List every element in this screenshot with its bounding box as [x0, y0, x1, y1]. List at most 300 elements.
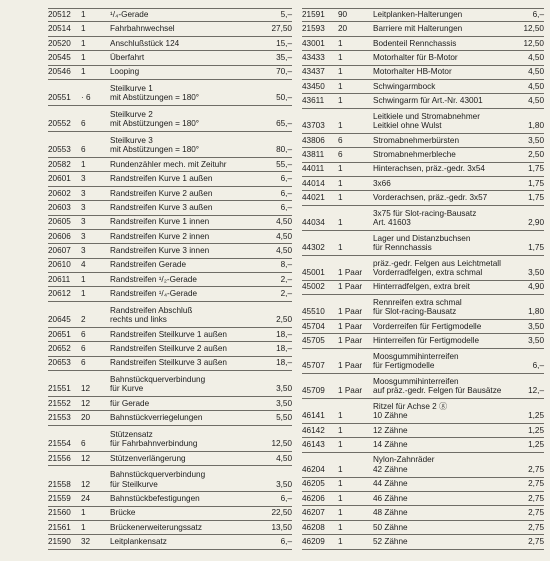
article-number: 44021 — [302, 193, 325, 203]
price: 2,75 — [528, 493, 544, 503]
article-number: 20582 — [48, 159, 71, 169]
quantity: 6 — [338, 149, 343, 159]
description: Nylon-Zahnräder 42 Zähne — [373, 455, 435, 475]
quantity: 3 — [81, 217, 86, 227]
quantity: 1 — [81, 274, 86, 284]
article-number: 46208 — [302, 522, 325, 532]
description: 44 Zähne — [373, 479, 408, 489]
table-row — [48, 158, 292, 172]
table-row — [302, 148, 544, 162]
price: 2,– — [280, 274, 292, 284]
article-number: 21590 — [48, 537, 71, 547]
article-number: 43433 — [302, 52, 325, 62]
article-number: 21554 — [48, 439, 71, 449]
price: 2,75 — [528, 522, 544, 532]
description: Steilkurve 1 mit Abstützungen = 180° — [110, 83, 200, 103]
table-row — [302, 177, 544, 191]
quantity: 3 — [81, 202, 86, 212]
table-row — [302, 8, 544, 22]
price: 18,– — [276, 358, 292, 368]
quantity: 1 — [81, 159, 86, 169]
price: 4,90 — [528, 282, 544, 292]
table-row — [302, 37, 544, 51]
table-row — [48, 426, 292, 452]
quantity: 12 — [81, 453, 91, 463]
article-number: 20520 — [48, 38, 71, 48]
quantity: 90 — [338, 9, 348, 19]
table-row — [48, 302, 292, 328]
price: 1,80 — [528, 307, 544, 317]
description: Randstreifen Steilkurve 1 außen — [110, 329, 227, 339]
quantity: 24 — [81, 494, 91, 503]
description: Schwingarmbock — [373, 81, 436, 91]
price: 2,75 — [528, 479, 544, 489]
article-number: 20645 — [48, 315, 71, 325]
article-number: 45705 — [302, 336, 325, 346]
price: 3,50 — [276, 479, 292, 489]
article-number: 46143 — [302, 440, 325, 450]
quantity: 1 — [81, 52, 86, 62]
price: 4,50 — [528, 52, 544, 62]
description: Moosgummihinterreifen für Fertigmodelle — [373, 351, 459, 371]
quantity: 1 Paar — [338, 282, 363, 292]
price: 2,75 — [528, 508, 544, 518]
price: 12,– — [528, 386, 544, 396]
table-row — [302, 206, 544, 231]
price: 3,50 — [276, 384, 292, 394]
description: 3x75 für Slot-racing-Bausatz Art. 41603 — [373, 208, 477, 228]
quantity: 3 — [81, 174, 86, 184]
price: 3,50 — [276, 398, 292, 408]
table-row — [48, 172, 292, 186]
description: Moosgummihinterreifen auf präz.-gedr. Felgen für Bausätze — [373, 376, 502, 396]
table-row — [48, 216, 292, 230]
table-row — [48, 132, 292, 158]
table-row — [48, 328, 292, 342]
description: Randstreifen Kurve 2 außen — [110, 188, 213, 198]
article-number: 21561 — [48, 522, 71, 532]
description: Randstreifen Steilkurve 3 außen — [110, 358, 227, 368]
table-row — [48, 342, 292, 356]
quantity: 20 — [81, 413, 91, 423]
article-number: 20553 — [48, 145, 71, 155]
quantity: 6 — [81, 358, 86, 368]
table-row — [48, 535, 292, 549]
article-number: 20651 — [48, 329, 71, 339]
table-row — [48, 273, 292, 287]
price: 4,50 — [528, 67, 544, 77]
quantity: 1 — [338, 522, 343, 532]
price: 35,– — [276, 52, 292, 62]
article-number: 45510 — [302, 307, 325, 317]
quantity: 1 — [338, 121, 343, 131]
article-number: 43811 — [302, 149, 325, 159]
article-number: 20603 — [48, 202, 71, 212]
article-number: 43450 — [302, 81, 325, 91]
price: 2,50 — [276, 315, 292, 325]
description: Randstreifen Gerade — [110, 260, 187, 270]
price: 18,– — [276, 329, 292, 339]
price: 12,50 — [271, 439, 292, 449]
table-row — [302, 492, 544, 506]
table-row — [302, 521, 544, 535]
article-number: 46142 — [302, 425, 325, 435]
table-row — [48, 357, 292, 371]
description: 46 Zähne — [373, 493, 408, 503]
description: 52 Zähne — [373, 537, 408, 546]
quantity: 6 — [81, 145, 86, 155]
table-row — [48, 371, 292, 397]
price: 4,50 — [276, 231, 292, 241]
article-number: 20602 — [48, 188, 71, 198]
description: Randstreifen Kurve 1 innen — [110, 217, 210, 227]
quantity: 1 — [81, 289, 86, 299]
price: 1,75 — [528, 193, 544, 203]
quantity: 6 — [81, 119, 86, 129]
article-number: 20652 — [48, 344, 71, 354]
article-number: 43611 — [302, 96, 325, 106]
quantity: 32 — [81, 537, 91, 547]
price: 2,75 — [528, 537, 544, 546]
price: 13,50 — [271, 522, 292, 532]
quantity: 1 — [338, 508, 343, 518]
price: 1,75 — [528, 243, 544, 253]
quantity: · 6 — [81, 93, 91, 103]
price: 1,75 — [528, 178, 544, 188]
description: Stützenverlängerung — [110, 453, 186, 463]
table-row — [48, 259, 292, 273]
article-number: 21559 — [48, 494, 71, 503]
quantity: 6 — [81, 344, 86, 354]
quantity: 1 — [338, 479, 343, 489]
description: Leitplankensatz — [110, 537, 167, 547]
quantity: 4 — [81, 260, 86, 270]
price: 8,– — [280, 260, 292, 270]
description: Fahrbahnwechsel — [110, 24, 175, 34]
table-row — [48, 187, 292, 201]
table-row — [302, 231, 544, 256]
price: 6,– — [532, 9, 544, 19]
article-number: 20653 — [48, 358, 71, 368]
article-number: 20552 — [48, 119, 71, 129]
price: 1,25 — [528, 425, 544, 435]
table-row — [48, 80, 292, 106]
table-row — [48, 201, 292, 215]
description: für Gerade — [110, 398, 150, 408]
price: 4,50 — [528, 96, 544, 106]
left-column — [48, 8, 292, 550]
quantity: 1 — [81, 38, 86, 48]
article-number: 21593 — [302, 24, 325, 34]
description: Steilkurve 2 mit Abstützungen = 180° — [110, 109, 200, 129]
article-number: 46209 — [302, 537, 325, 546]
description: Rundenzähler mech. mit Zeituhr — [110, 159, 227, 169]
table-row — [48, 507, 292, 521]
table-row — [302, 438, 544, 452]
description: Bahnstückbefestigungen — [110, 494, 200, 503]
quantity: 1 Paar — [338, 268, 363, 278]
description: Bodenteil Rennchassis — [373, 38, 457, 48]
price: 2,– — [280, 289, 292, 299]
quantity: 3 — [81, 231, 86, 241]
quantity: 12 — [81, 479, 91, 489]
article-number: 20512 — [48, 9, 71, 19]
table-row — [302, 535, 544, 549]
description: Stützensatz für Fahrbahnverbindung — [110, 429, 198, 449]
price: 6,– — [280, 174, 292, 184]
price: 3,50 — [528, 268, 544, 278]
price: 4,50 — [276, 217, 292, 227]
price: 5,50 — [276, 413, 292, 423]
article-number: 43437 — [302, 67, 325, 77]
price: 3,50 — [528, 336, 544, 346]
quantity: 1 — [338, 411, 343, 421]
quantity: 1 — [338, 67, 343, 77]
table-row — [48, 51, 292, 65]
quantity: 1 — [338, 440, 343, 450]
article-number: 20607 — [48, 246, 71, 256]
quantity: 3 — [81, 188, 86, 198]
article-number: 46207 — [302, 508, 325, 518]
article-number: 20606 — [48, 231, 71, 241]
table-row — [48, 230, 292, 244]
description: Motorhalter HB-Motor — [373, 67, 452, 77]
description: 3x66 — [373, 178, 391, 188]
description: Vorderreifen für Fertigmodelle — [373, 321, 482, 331]
article-number: 21553 — [48, 413, 71, 423]
description: Überfahrt — [110, 52, 145, 62]
quantity: 6 — [338, 135, 343, 145]
quantity: 1 — [338, 537, 343, 546]
description: 14 Zähne — [373, 440, 408, 450]
quantity: 1 Paar — [338, 307, 363, 317]
article-number: 20611 — [48, 274, 71, 284]
article-number: 20601 — [48, 174, 71, 184]
price: 5,– — [280, 9, 292, 19]
price: 1,25 — [528, 440, 544, 450]
article-number: 43806 — [302, 135, 325, 145]
description: Barriere mit Halterungen — [373, 24, 463, 34]
table-row — [48, 37, 292, 51]
table-row — [302, 424, 544, 438]
quantity: 3 — [81, 246, 86, 256]
article-number: 46205 — [302, 479, 325, 489]
article-number: 45001 — [302, 268, 325, 278]
table-row — [302, 478, 544, 492]
price: 4,50 — [276, 453, 292, 463]
price: 2,90 — [528, 218, 544, 228]
quantity: 1 — [338, 81, 343, 91]
description: präz.-gedr. Felgen aus Leichtmetall Vorderradfelgen, extra schmal — [373, 258, 501, 278]
price: 3,50 — [528, 321, 544, 331]
description: Leitkiele und Stromabnehmer Leitkiel ohne Wulst — [373, 111, 480, 131]
article-number: 21551 — [48, 384, 71, 394]
quantity: 2 — [81, 315, 86, 325]
description: Looping — [110, 67, 140, 77]
description: Schwingarm für Art.-Nr. 43001 — [373, 96, 483, 106]
table-row — [302, 256, 544, 281]
description: Randstreifen ¹/₄-Gerade — [110, 289, 198, 299]
table-row — [302, 134, 544, 148]
price: 4,50 — [276, 246, 292, 256]
quantity: 1 — [338, 38, 343, 48]
description: Randstreifen Kurve 3 außen — [110, 202, 213, 212]
article-number: 44011 — [302, 164, 325, 174]
description: Rennreifen extra schmal für Slot-racing-Bausatz — [373, 297, 462, 317]
table-row — [302, 80, 544, 94]
quantity: 1 — [338, 425, 343, 435]
quantity: 1 — [338, 164, 343, 174]
quantity: 12 — [81, 398, 91, 408]
quantity: 1 — [81, 24, 86, 34]
article-number: 46206 — [302, 493, 325, 503]
table-row — [302, 163, 544, 177]
price: 3,50 — [528, 135, 544, 145]
article-number: 21591 — [302, 9, 325, 19]
article-number: 45704 — [302, 321, 325, 331]
description: Bahnstückquerverbindung für Steilkurve — [110, 470, 206, 489]
quantity: 1 — [338, 465, 343, 475]
article-number: 45707 — [302, 361, 325, 371]
description: Randstreifen Kurve 2 innen — [110, 231, 210, 241]
article-number: 20612 — [48, 289, 71, 299]
table-row — [302, 295, 544, 320]
article-number: 45002 — [302, 282, 325, 292]
quantity: 1 Paar — [338, 361, 363, 371]
article-number: 20546 — [48, 67, 71, 77]
price: 50,– — [276, 93, 292, 103]
table-row — [302, 334, 544, 348]
price: 1,25 — [528, 411, 544, 421]
article-number: 44302 — [302, 243, 325, 253]
article-number: 20610 — [48, 260, 71, 270]
description: Vorderachsen, präz.-gedr. 3x57 — [373, 193, 488, 203]
quantity: 12 — [81, 384, 91, 394]
price: 6,– — [280, 494, 292, 503]
table-row — [302, 506, 544, 520]
table-row — [48, 411, 292, 425]
quantity: 1 Paar — [338, 386, 363, 396]
price: 55,– — [276, 159, 292, 169]
quantity: 1 Paar — [338, 336, 363, 346]
table-row — [48, 8, 292, 22]
quantity: 1 — [81, 522, 86, 532]
table-row — [48, 397, 292, 411]
article-number: 21556 — [48, 453, 71, 463]
price: 65,– — [276, 119, 292, 129]
quantity: 1 — [338, 193, 343, 203]
description: Bahnstückverriegelungen — [110, 413, 203, 423]
price: 2,75 — [528, 465, 544, 475]
description: Brückenerweiterungssatz — [110, 522, 202, 532]
table-row — [48, 244, 292, 258]
quantity: 6 — [81, 329, 86, 339]
description: Randstreifen Steilkurve 2 außen — [110, 344, 227, 354]
table-row — [302, 51, 544, 65]
description: Randstreifen Kurve 3 innen — [110, 246, 210, 256]
description: Hinterachsen, präz.-gedr. 3x54 — [373, 164, 485, 174]
description: Steilkurve 3 mit Abstützungen = 180° — [110, 135, 200, 155]
description: 12 Zähne — [373, 425, 408, 435]
description: Brücke — [110, 508, 136, 518]
price: 1,75 — [528, 164, 544, 174]
description: ¹/₄-Gerade — [110, 9, 149, 19]
table-row — [302, 399, 544, 424]
table-row — [48, 466, 292, 492]
table-row — [302, 66, 544, 80]
quantity: 1 — [338, 96, 343, 106]
price: 22,50 — [271, 508, 292, 518]
quantity: 1 — [81, 9, 86, 19]
price: 27,50 — [271, 24, 292, 34]
table-row — [302, 349, 544, 374]
description: Lager und Distanzbuchsen für Rennchassis — [373, 233, 471, 253]
article-number: 45709 — [302, 386, 325, 396]
description: Randstreifen ¹/₂-Gerade — [110, 274, 197, 284]
description: 50 Zähne — [373, 522, 408, 532]
description: Hinterradfelgen, extra breit — [373, 282, 470, 292]
table-row — [48, 22, 292, 36]
article-number: 21558 — [48, 479, 71, 489]
price: 2,50 — [528, 149, 544, 159]
price: 12,50 — [523, 38, 544, 48]
right-column — [302, 8, 544, 550]
table-row — [48, 521, 292, 535]
price: 6,– — [280, 202, 292, 212]
article-number: 20514 — [48, 24, 71, 34]
description: Leitplanken-Halterungen — [373, 9, 463, 19]
quantity: 1 — [81, 67, 86, 77]
description: Ritzel für Achse 2 ⓖ 10 Zähne — [373, 401, 448, 421]
article-number: 20551 — [48, 93, 71, 103]
price: 18,– — [276, 344, 292, 354]
quantity: 1 — [338, 218, 343, 228]
article-number: 43001 — [302, 38, 325, 48]
table-row — [302, 374, 544, 399]
description: Motorhalter für B-Motor — [373, 52, 458, 62]
table-row — [48, 106, 292, 132]
price: 15,– — [276, 38, 292, 48]
table-row — [302, 94, 544, 108]
article-number: 46141 — [302, 411, 325, 421]
article-number: 21552 — [48, 398, 71, 408]
table-row — [302, 320, 544, 334]
table-row — [302, 22, 544, 36]
description: Randstreifen Abschluß rechts und links — [110, 305, 193, 325]
quantity: 1 — [338, 52, 343, 62]
description: Bahnstückquerverbindung für Kurve — [110, 374, 206, 394]
article-number: 21560 — [48, 508, 71, 518]
table-row — [302, 453, 544, 478]
quantity: 1 — [338, 493, 343, 503]
article-number: 44014 — [302, 178, 325, 188]
table-row — [302, 191, 544, 205]
quantity: 1 Paar — [338, 321, 363, 331]
description: Stromabnehmerbleche — [373, 149, 456, 159]
description: Stromabnehmerbürsten — [373, 135, 460, 145]
price: 6,– — [532, 361, 544, 371]
description: 48 Zähne — [373, 508, 408, 518]
price: 80,– — [276, 145, 292, 155]
price: 6,– — [280, 188, 292, 198]
price: 12,50 — [523, 24, 544, 34]
quantity: 20 — [338, 24, 348, 34]
description: Randstreifen Kurve 1 außen — [110, 174, 213, 184]
article-number: 46204 — [302, 465, 325, 475]
table-row — [48, 287, 292, 301]
article-number: 43703 — [302, 121, 325, 131]
table-row — [48, 452, 292, 466]
